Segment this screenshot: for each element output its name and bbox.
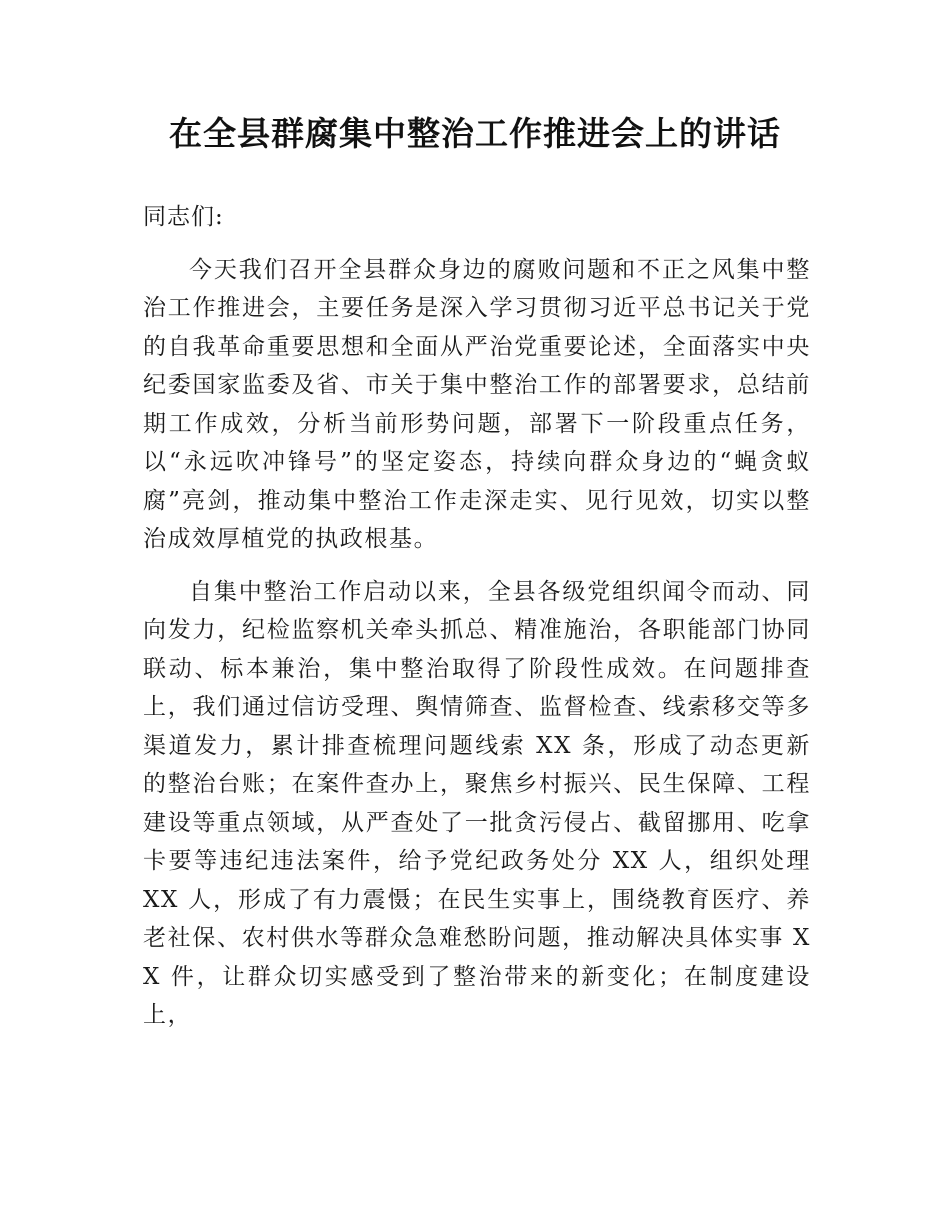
document-title: 在全县群腐集中整治工作推进会上的讲话	[169, 114, 781, 153]
paragraph-achievements: 自集中整治工作启动以来，全县各级党组织闻令而动、同向发力，纪检监察机关牵头抓总、精准施治，各职能部门协同联动、标本兼治，集中整治取得了阶段性成效。在问题排查上，我们通过信访受理、舆情筛查、监督检查、线索移交等多渠道发力，累计排查梳理问题线索 XX 条，形成了动态更新的整治台账；在案件查办上，聚焦乡村振兴、民生保障、工程建设等重点领域，从严查处了一批贪污侵占、截留挪用、吃拿卡要等违纪违法案件，给予党纪政务处分 XX 人，组织处理 XX 人，形成了有力震慑；在民生实事上，围绕教育医疗、养老社保、农村供水等群众急难愁盼问题，推动解决具体实事 XX 件，让群众切实感受到了整治带来的新变化；在制度建设上，	[143, 578, 811, 1028]
document-body	[143, 198, 811, 1049]
salutation: 同志们:	[143, 204, 224, 230]
paragraph-intro: 今天我们召开全县群众身边的腐败问题和不正之风集中整治工作推进会，主要任务是深入学习贯彻习近平总书记关于党的自我革命重要思想和全面从严治党重要论述，全面落实中央纪委国家监委及省、市关于集中整治工作的部署要求，总结前期工作成效，分析当前形势问题，部署下一阶段重点任务，以“永远吹冲锋号”的坚定姿态，持续向群众身边的“蝇贪蚁腐”亮剑，推动集中整治工作走深走实、见行见效，切实以整治成效厚植党的执政根基。	[143, 256, 811, 552]
